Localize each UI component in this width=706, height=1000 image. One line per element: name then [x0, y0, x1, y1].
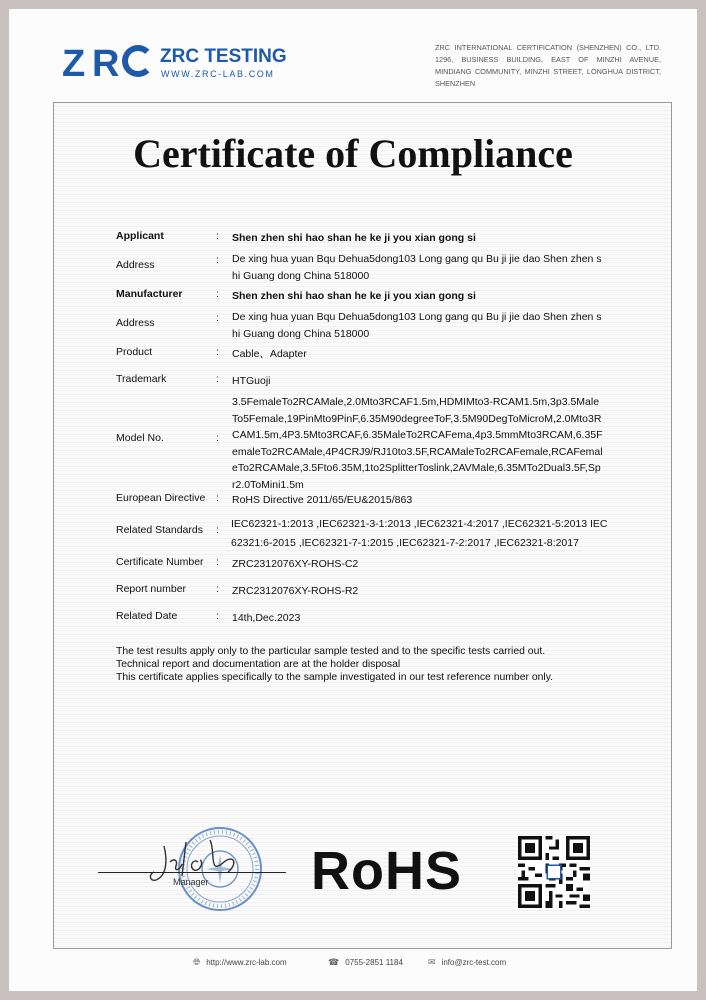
- field-label: Certificate Number: [116, 556, 204, 568]
- colon: :: [216, 312, 219, 324]
- field-label: Related Standards: [116, 524, 203, 536]
- field-label: European Directive: [116, 492, 206, 504]
- handwritten-signature: [146, 832, 286, 887]
- globe-icon: 🌐︎: [193, 957, 201, 967]
- field-value: Shen zhen shi hao shan he ke ji you xian gong si: [232, 232, 476, 244]
- company-address: ZRC INTERNATIONAL CERTIFICATION (SHENZHEN) CO., LTD. 1296, BUSINESS BUILDING, EAST OF MINZHI AVENUE, MINDIANG COMMUNITY, MINZHI STREET, LONGHUA DISTRICT, SHENZHEN: [435, 43, 661, 88]
- colon: :: [216, 492, 219, 504]
- colon: :: [216, 230, 219, 242]
- signature-area: [98, 820, 288, 895]
- field-label: Product: [116, 346, 153, 358]
- field-value: De xing hua yuan Bqu Dehua5dong103 Long gang qu Bu ji jie dao Shen zhen shi Guang dong China 518000: [232, 253, 602, 282]
- field-label: Address: [116, 317, 155, 329]
- colon: :: [216, 432, 219, 444]
- colon: :: [216, 610, 219, 622]
- zrc-logo-mark: Z R: [62, 42, 162, 86]
- colon: :: [216, 288, 219, 300]
- footer-email: [428, 957, 506, 968]
- field-label: Trademark: [116, 373, 167, 385]
- colon: :: [216, 346, 219, 358]
- phone-text: 0755-2851 1184: [345, 958, 403, 967]
- note-line: The test results apply only to the particular sample tested and to the specific tests carried out.: [116, 646, 546, 657]
- field-value: ZRC2312076XY-ROHS-R2: [232, 585, 359, 597]
- footer-phone: [328, 957, 403, 968]
- colon: :: [216, 373, 219, 385]
- email-text: info@zrc-test.com: [441, 958, 507, 967]
- note-line: Technical report and documentation are at the holder disposal: [116, 659, 401, 670]
- field-value: 3.5FemaleTo2RCAMale,2.0Mto3RCAF1.5m,HDMIMto3-RCAM1.5m,3p3.5MaleTo5Female,19PinMto9PinF,6.35M90degreeToF,3.5M90DegToMicroM,2.0Mto3RCAM1.5m,4P3.5Mto3RCAF,6.35MaleTo2RCAFema,4p3.5mmMto3RCAM,6.35FemaleTo2RCAMale,4P4CRJ9/RJ10to3.5F,RCAMaleTo2RCAFemale,RCAFemaleTo2RCAMale,3.5Fto6.35M,1to2SplitterToslink,2AVMale,6.35MTo2Dual3.5F,Spr2.0ToMini1.5m: [232, 396, 603, 491]
- certificate-title: Certificate of Compliance: [133, 131, 573, 176]
- disclaimer-notes: [116, 645, 553, 684]
- colon: :: [216, 583, 219, 595]
- field-label: Model No.: [116, 432, 164, 444]
- colon: :: [216, 524, 219, 536]
- field-label: Applicant: [116, 230, 164, 242]
- field-value: Cable、Adapter: [232, 348, 307, 360]
- field-value: De xing hua yuan Bqu Dehua5dong103 Long gang qu Bu ji jie dao Shen zhen shi Guang dong China 518000: [232, 311, 602, 340]
- brand-name: ZRC TESTING: [160, 46, 287, 67]
- signatory-role: Manager: [173, 877, 209, 887]
- qr-code: [518, 836, 590, 908]
- colon: :: [216, 556, 219, 568]
- field-value: IEC62321-1:2013 ,IEC62321-3-1:2013 ,IEC62321-4:2017 ,IEC62321-5:2013 IEC62321:6-2015 ,IEC62321-7-1:2015 ,IEC62321-7-2:2017 ,IEC62321-8:2017: [231, 518, 608, 549]
- footer-website: [193, 957, 287, 968]
- phone-icon: ☎: [328, 957, 340, 967]
- mail-icon: ✉: [428, 957, 436, 967]
- field-value: Shen zhen shi hao shan he ke ji you xian gong si: [232, 290, 476, 302]
- website-text: http://www.zrc-lab.com: [206, 958, 287, 967]
- rohs-mark: RoHS: [311, 841, 462, 901]
- field-value: ZRC2312076XY-ROHS-C2: [232, 558, 359, 570]
- note-line: This certificate applies specifically to the sample investigated in our test reference number only.: [116, 672, 554, 683]
- field-value: RoHS Directive 2011/65/EU&2015/863: [232, 494, 413, 506]
- field-label: Related Date: [116, 610, 178, 622]
- field-label: Report number: [116, 583, 187, 595]
- field-value: 14th,Dec.2023: [232, 612, 301, 624]
- signature-line: [98, 872, 286, 873]
- colon: :: [216, 254, 219, 266]
- brand-url: WWW.ZRC-LAB.COM: [161, 69, 275, 79]
- field-label: Manufacturer: [116, 288, 183, 300]
- field-label: Address: [116, 259, 155, 271]
- field-value: HTGuoji: [232, 375, 271, 387]
